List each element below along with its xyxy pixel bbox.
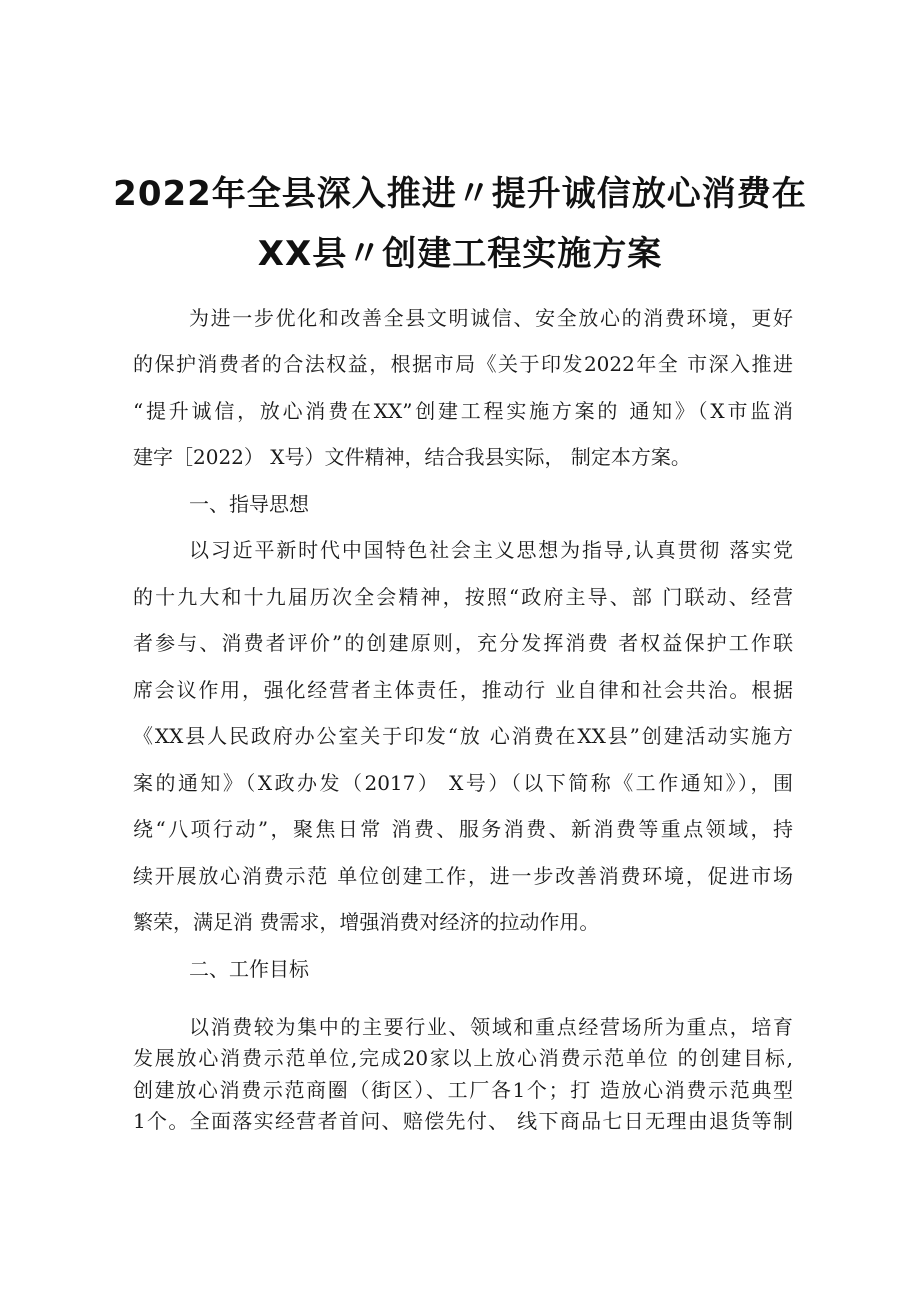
section-heading-work-goals: 二、工作目标 — [189, 957, 309, 981]
document-title-line-2: XX县〃创建工程实施方案 — [257, 234, 663, 274]
section-heading-guiding-ideology: 一、指导思想 — [189, 492, 309, 516]
intro-line: 建字［2022） X号）文件精神，结合我县实际， 制定本方案。 — [133, 445, 691, 469]
section1-line: 绕“八项行动”，聚焦日常 消费、服务消费、新消费等重点领域，持 — [133, 817, 793, 841]
section1-line: 续开展放心消费示范 单位创建工作，进一步改善消费环境，促进市场 — [133, 864, 793, 888]
section2-line: 发展放心消费示范单位,完成20家以上放心消费示范单位 的创建目标, — [133, 1046, 793, 1070]
intro-line: 的保护消费者的合法权益，根据市局《关于印发2022年全 市深入推进 — [133, 352, 793, 376]
section2-line: 以消费较为集中的主要行业、领域和重点经营场所为重点，培育 — [189, 1015, 793, 1039]
section1-line: 席会议作用，强化经营者主体责任，推动行 业自律和社会共治。根据 — [133, 678, 793, 702]
section1-line: 的十九大和十九届历次全会精神，按照“政府主导、部 门联动、经营 — [133, 585, 793, 609]
section2-line: 创建放心消费示范商圈（街区）、工厂各1个；打 造放心消费示范典型 — [133, 1078, 793, 1102]
section1-line: 《XX县人民政府办公室关于印发“放 心消费在XX县”创建活动实施方 — [133, 724, 793, 748]
section1-line: 繁荣，满足消 费需求，增强消费对经济的拉动作用。 — [133, 910, 600, 934]
section1-line: 者参与、消费者评价”的创建原则，充分发挥消费 者权益保护工作联 — [133, 631, 793, 655]
section1-line: 案的通知》（X政办发（2017） X号）（以下简称《工作通知》），围 — [133, 771, 793, 795]
intro-line: “提升诚信，放心消费在XX”创建工程实施方案的 通知》（X市监消 — [133, 399, 793, 423]
section2-line: 1个。全面落实经营者首问、赔偿先付、 线下商品七日无理由退货等制 — [133, 1109, 793, 1133]
section1-line: 以习近平新时代中国特色社会主义思想为指导,认真贯彻 落实党 — [189, 538, 793, 562]
intro-line: 为进一步优化和改善全县文明诚信、安全放心的消费环境，更好 — [189, 306, 793, 330]
document-title-line-1: 2022年全县深入推进〃提升诚信放心消费在 — [113, 174, 807, 214]
